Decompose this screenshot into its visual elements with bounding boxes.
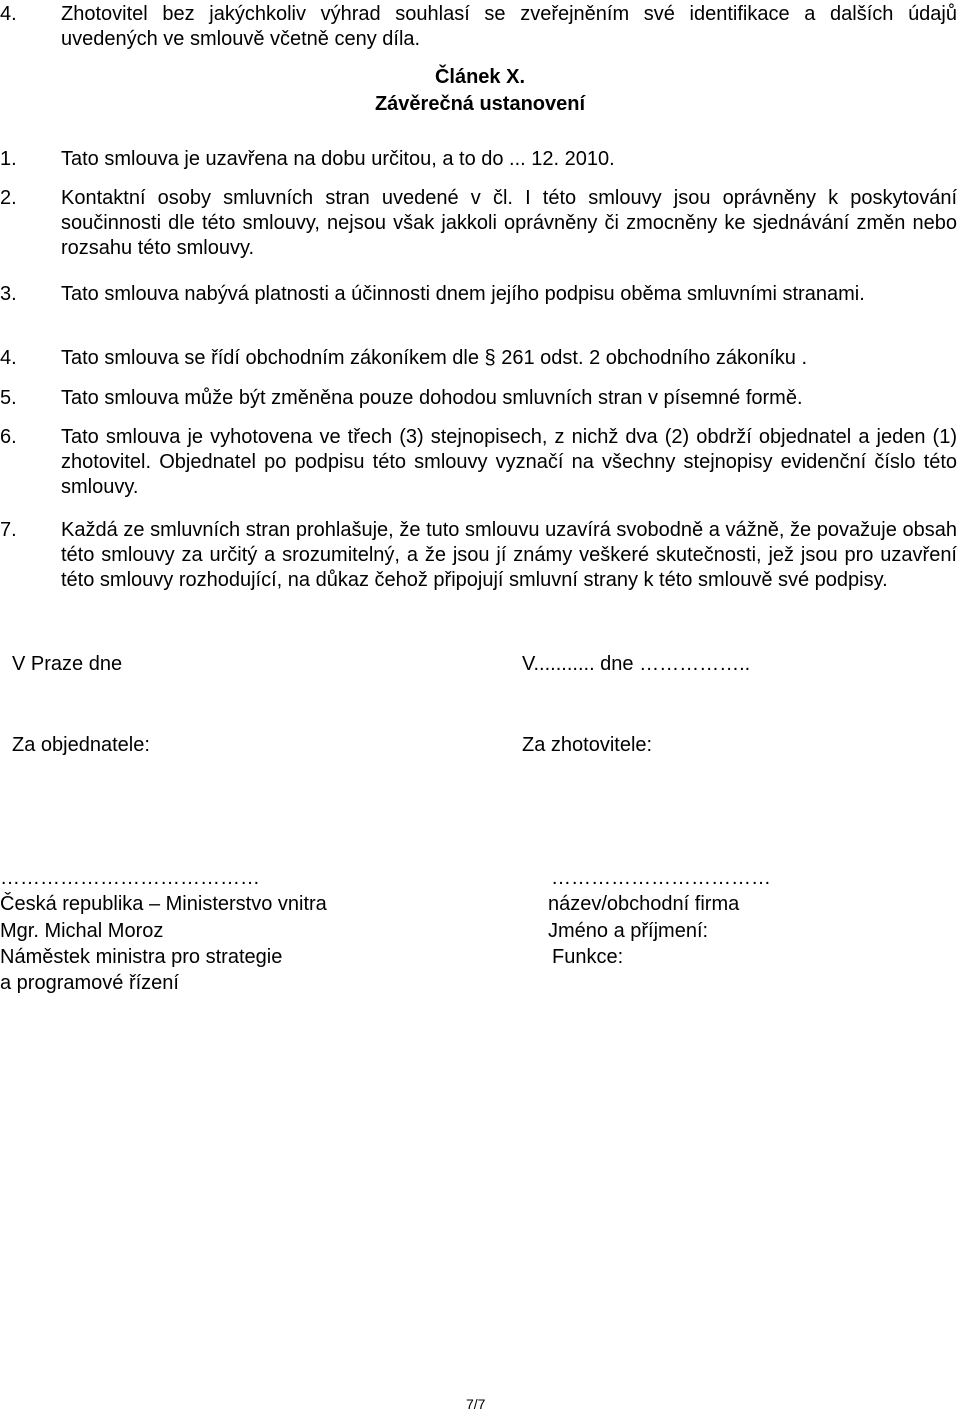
- signatory-title: Náměstek ministra pro strategie: [0, 946, 283, 968]
- provision-5: [0, 386, 957, 411]
- provision-text: Kontaktní osoby smluvních stran uvedené v čl. I této smlouvy jsou oprávněny k poskytování součinnosti dle této smlouvy, nejsou však jakkoli oprávněny či zmocněny ke sjednávání změn nebo rozsahu této smlouvy.: [61, 187, 957, 259]
- contractor-function: Funkce:: [552, 946, 624, 968]
- provision-text: Každá ze smluvních stran prohlašuje, že tuto smlouvu uzavírá svobodně a vážně, že považuje obsah této smlouvy za určitý a srozumitelný, a že jsou jí známy veškeré skutečnosti, jež jsou pro uzavření této smlouvy rozhodující, na důkaz čehož připojují smluvní strany k této smlouvě své podpisy.: [61, 519, 957, 591]
- list-item: [0, 2, 957, 52]
- provision-6: [0, 425, 957, 500]
- party-left-label: Za objednatele:: [12, 734, 150, 756]
- provision-3: [0, 282, 957, 307]
- provision-number: 4.: [0, 347, 17, 369]
- item-text: Zhotovitel bez jakýchkoliv výhrad souhlasí se zveřejněním své identifikace a dalších údajů uvedených ve smlouvě včetně ceny díla.: [61, 3, 957, 50]
- provision-2: [0, 186, 957, 261]
- provision-text: Tato smlouva je uzavřena na dobu určitou, a to do ... 12. 2010.: [61, 148, 615, 170]
- contractor-company: název/obchodní firma: [548, 893, 740, 915]
- provision-number: 1.: [0, 148, 17, 170]
- signing-place-left: V Praze dne: [12, 653, 123, 675]
- provision-text: Tato smlouva může být změněna pouze dohodou smluvních stran v písemné formě.: [61, 387, 803, 409]
- page-number: 7/7: [466, 1396, 486, 1412]
- signatory-org: Česká republika – Ministerstvo vnitra: [0, 893, 327, 915]
- contractor-name: Jméno a příjmení:: [548, 920, 709, 942]
- provision-number: 7.: [0, 519, 17, 541]
- signature-line-right: ……………………………: [551, 867, 771, 889]
- signatory-title-cont: a programové řízení: [0, 972, 179, 994]
- item-number: 4.: [0, 3, 17, 25]
- provision-number: 5.: [0, 387, 17, 409]
- signing-place-right: V........... dne ……………..: [522, 653, 751, 675]
- provision-number: 2.: [0, 187, 17, 209]
- provision-1: [0, 147, 957, 172]
- provision-text: Tato smlouva nabývá platnosti a účinnosti dnem jejího podpisu oběma smluvními stranami.: [61, 283, 865, 305]
- provision-number: 3.: [0, 283, 17, 305]
- article-number: Článek X.: [434, 66, 526, 88]
- provision-text: Tato smlouva se řídí obchodním zákoníkem dle § 261 odst. 2 obchodního zákoníku .: [61, 347, 808, 369]
- provision-text: Tato smlouva je vyhotovena ve třech (3) stejnopisech, z nichž dva (2) obdrží objednatel a jeden (1) zhotovitel. Objednatel po podpisu této smlouvy vyznačí na všechny stejnopisy evidenční číslo této smlouvy.: [61, 426, 957, 498]
- party-right-label: Za zhotovitele:: [522, 734, 653, 756]
- provision-7: [0, 518, 957, 593]
- signature-line-left: …………………………………: [0, 867, 260, 889]
- provision-4: [0, 346, 957, 371]
- article-title: Závěrečná ustanovení: [374, 93, 586, 115]
- signatory-name: Mgr. Michal Moroz: [0, 920, 164, 942]
- provision-number: 6.: [0, 426, 17, 448]
